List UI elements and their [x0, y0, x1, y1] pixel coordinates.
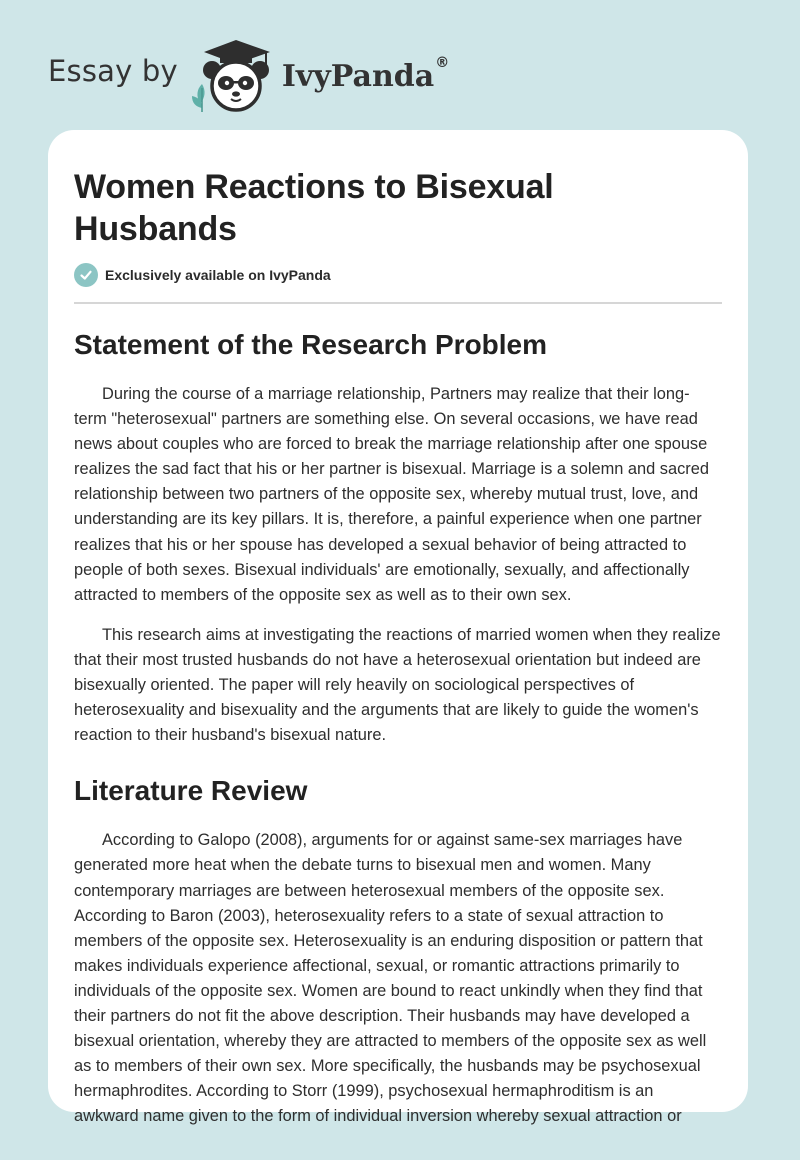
- brand-name[interactable]: IvyPanda®: [281, 54, 450, 94]
- brand-header: [48, 34, 449, 114]
- section-research-problem: [74, 328, 722, 748]
- paragraph: During the course of a marriage relationship, Partners may realize that their long-term "heterosexual" partners are something else. On several occasions, we have read news about couples who are forced to break the marriage relationship after one spouse realizes the sad fact that his or her partner is bisexual. Marriage is a solemn and sacred relationship between two partners of the opposite sex, whereby mutual trust, love, and understanding are its key pillars. It is, therefore, a painful experience when one partner realizes that his or her spouse has developed a sexual behavior of being attracted to people of both sexes. Bisexual individuals' are emotionally, sexually, and affectionally attracted to members of the opposite sex as well as to their own sex.: [74, 385, 709, 604]
- brand-prefix: Essay by: [48, 54, 178, 88]
- paragraph: This research aims at investigating the reactions of married women when they realize that their most trusted husbands do not have a heterosexual orientation but indeed are bisexually oriented. The paper will rely heavily on sociological perspectives of heterosexuality and bisexuality and the arguments that are likely to guide the women's reaction to their husband's bisexual nature.: [74, 625, 721, 745]
- exclusive-label: Exclusively available on IvyPanda: [105, 267, 331, 283]
- title-divider: [74, 302, 722, 304]
- exclusive-badge: [74, 262, 722, 288]
- section-heading: Literature Review: [74, 775, 308, 807]
- paragraph: According to Galopo (2008), arguments for or against same-sex marriages have generated more heat when the debate turns to bisexual men and women. Many contemporary marriages are between heterosexual members of the opposite sex. According to Baron (2003), heterosexuality refers to a state of sexual attraction to members of the opposite sex. Heterosexuality is an enduring disposition or pattern that makes individuals experience affectional, sexual, or romantic attractions primarily to individuals of the opposite sex. Women are bound to react unkindly when they find that their partners do not fit the above description. Their husbands may have developed a bisexual orientation, whereby they are attracted to members of the opposite sex as well as to members of their own sex. More specifically, the husbands may be psychosexual hermaphrodites. According to Storr (1999), psychosexual hermaphroditism is an awkward name given to the form of individual inversion whereby sexual attraction or: [74, 831, 707, 1126]
- trademark-mark: ®: [435, 54, 450, 71]
- essay-card: [48, 130, 748, 1126]
- panda-logo-icon: [190, 34, 276, 114]
- section-heading: Statement of the Research Problem: [74, 329, 548, 360]
- section-literature-review: [74, 774, 722, 1129]
- essay-title: Women Reactions to Bisexual Husbands: [74, 168, 554, 248]
- check-icon: [74, 263, 98, 287]
